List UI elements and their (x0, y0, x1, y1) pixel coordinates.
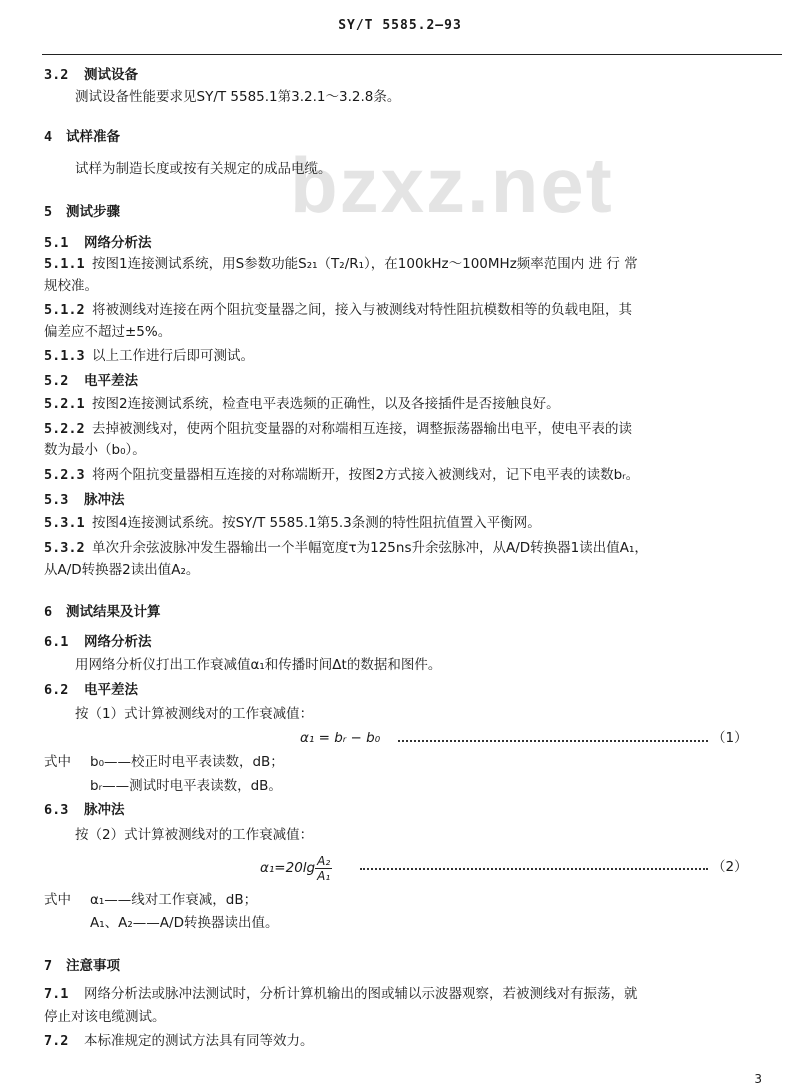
section-5-1-heading: 5.1 网络分析法 (44, 235, 152, 251)
section-5-1-3: 5.1.3 以上工作进行后即可测试。 (44, 348, 254, 364)
section-5-2-heading: 5.2 电平差法 (44, 373, 138, 389)
formula-1-leader (398, 740, 708, 742)
formula-1-where: 式中 (44, 754, 71, 770)
section-5-2-1: 5.2.1 按图2连接测试系统，检查电平表选频的正确性，以及各接插件是否接触良好。 (44, 396, 560, 412)
formula-1: α₁ = bᵣ − b₀ (300, 730, 381, 746)
page-number: 3 (754, 1072, 762, 1086)
section-6-2-heading: 6.2 电平差法 (44, 682, 138, 698)
formula-2-numerator: A₂ (317, 853, 331, 868)
section-6-1-heading: 6.1 网络分析法 (44, 634, 152, 650)
header-rule (42, 54, 782, 55)
section-5-2-3: 5.2.3 将两个阻抗变量器相互连接的对称端断开，按图2方式接入被测线对，记下电平表的读数bᵣ。 (44, 467, 640, 483)
formula-2-denominator: A₁ (317, 868, 331, 883)
section-5-3-2-line2: 从A/D转换器2读出值A₂。 (44, 562, 200, 578)
formula-2-def-A: A₁、A₂——A/D转换器读出值。 (90, 915, 279, 931)
section-7-1-line1: 7.1 网络分析法或脉冲法测试时，分析计算机输出的图或辅以示波器观察，若被测线对有振荡，就 (44, 986, 638, 1002)
formula-1-def-b0: b₀——校正时电平表读数，dB； (90, 754, 284, 770)
section-5-1-1-line1: 5.1.1 按图1连接测试系统，用S参数功能S₂₁（T₂/R₁），在100kHz～100MHz频率范围内 进 行 常 (44, 256, 638, 272)
section-5-1-2-line2: 偏差应不超过±5%。 (44, 324, 172, 340)
formula-2-leader (360, 868, 708, 870)
section-3-2-text: 测试设备性能要求见SY/T 5585.1第3.2.1～3.2.8条。 (75, 89, 401, 105)
section-5-2-2-line2: 数为最小（b₀）。 (44, 442, 146, 458)
section-4-text: 试样为制造长度或按有关规定的成品电缆。 (75, 161, 332, 177)
formula-2-def-alpha: α₁——线对工作衰减，dB； (90, 892, 258, 908)
section-5-heading: 5 测试步骤 (44, 204, 120, 220)
standard-header: SY/T 5585.2—93 (338, 18, 462, 33)
section-6-heading: 6 测试结果及计算 (44, 604, 161, 620)
section-6-3-intro: 按（2）式计算被测线对的工作衰减值： (75, 827, 314, 843)
section-7-2: 7.2 本标准规定的测试方法具有同等效力。 (44, 1033, 314, 1049)
formula-2-fraction (315, 854, 332, 883)
section-6-2-intro: 按（1）式计算被测线对的工作衰减值： (75, 706, 314, 722)
section-5-1-1-line2: 规校准。 (44, 278, 98, 294)
formula-2-number: （2） (712, 859, 748, 875)
section-7-heading: 7 注意事项 (44, 958, 120, 974)
formula-2-where: 式中 (44, 892, 71, 908)
formula-2-lhs: α₁=20lg (260, 860, 316, 876)
section-6-1-text: 用网络分析仪打出工作衰减值α₁和传播时间Δt的数据和图件。 (75, 657, 442, 673)
section-7-1-line2: 停止对该电缆测试。 (44, 1009, 166, 1025)
section-5-2-2-line1: 5.2.2 去掉被测线对，使两个阻抗变量器的对称端相互连接，调整振荡器输出电平，使电平表的读 (44, 421, 632, 437)
formula-1-def-br: bᵣ——测试时电平表读数，dB。 (90, 778, 282, 794)
section-4-heading: 4 试样准备 (44, 129, 120, 145)
section-5-1-2-line1: 5.1.2 将被测线对连接在两个阻抗变量器之间，接入与被测线对特性阻抗模数相等的负载电阻，其 (44, 302, 632, 318)
section-3-2-heading: 3.2 测试设备 (44, 67, 138, 83)
watermark: bzxz.net (290, 141, 614, 229)
section-6-3-heading: 6.3 脉冲法 (44, 802, 125, 818)
section-5-3-heading: 5.3 脉冲法 (44, 492, 125, 508)
section-5-3-2-line1: 5.3.2 单次升余弦波脉冲发生器输出一个半幅宽度τ为125ns升余弦脉冲，从A/D转换器1读出值A₁， (44, 540, 648, 556)
formula-2 (260, 852, 332, 884)
formula-1-number: （1） (712, 730, 748, 746)
section-5-3-1: 5.3.1 按图4连接测试系统。按SY/T 5585.1第5.3条测的特性阻抗值置入平衡网。 (44, 515, 541, 531)
